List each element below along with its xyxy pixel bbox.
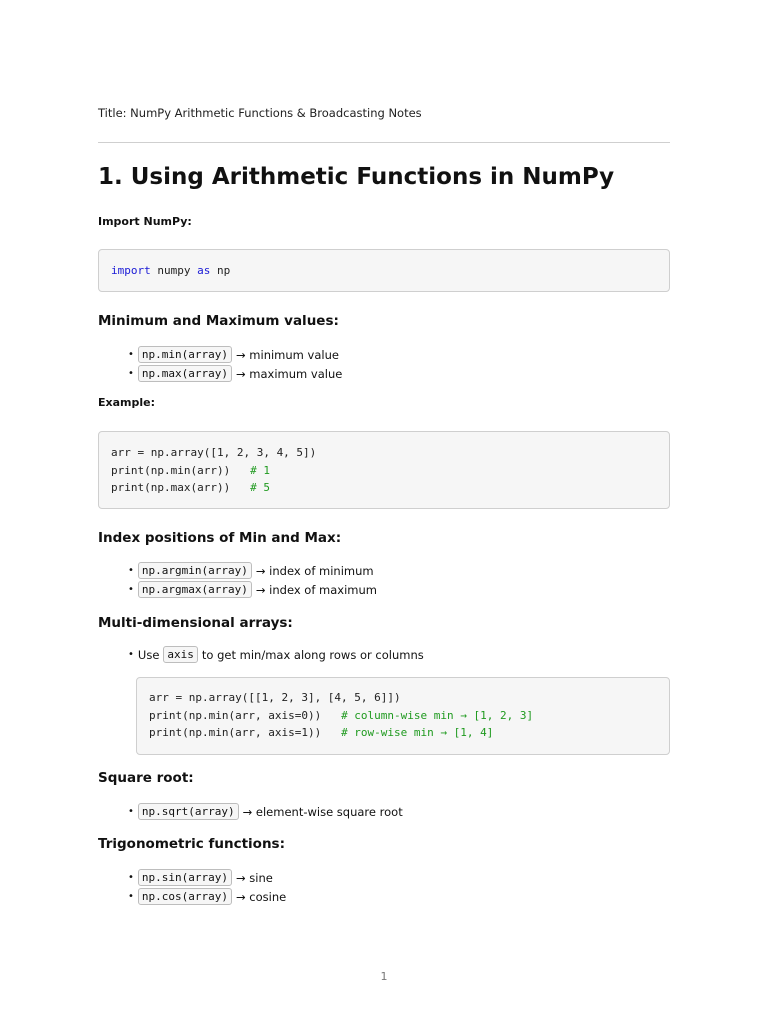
example-label: Example: (98, 396, 155, 409)
list-item (128, 364, 342, 383)
code-text: print(np.min(arr)) (111, 463, 251, 477)
code-text: print(np.min(arr, axis=0)) (149, 708, 342, 722)
item-description: to get min/max along rows or columns (201, 647, 424, 662)
multidim-list (128, 645, 424, 664)
inline-code: axis (163, 646, 198, 663)
sqrt-list (128, 802, 403, 821)
page-number: 1 (380, 970, 388, 983)
bullet-icon: • (128, 584, 134, 595)
bullet-icon: • (128, 872, 134, 883)
trig-heading: Trigonometric functions: (98, 836, 285, 852)
code-line (111, 479, 657, 497)
argminmax-list (128, 561, 377, 599)
multidim-heading: Multi-dimensional arrays: (98, 615, 293, 631)
code-line (149, 707, 657, 725)
inline-code: np.sqrt(array) (138, 803, 239, 820)
list-item (128, 345, 342, 364)
inline-code: np.argmin(array) (138, 562, 252, 579)
item-description: → sine (236, 870, 273, 885)
code-line (149, 689, 657, 707)
item-description: → index of maximum (255, 582, 377, 597)
code-keyword: as (197, 264, 211, 277)
inline-code: np.sin(array) (138, 869, 232, 886)
code-text: arr = np.array([1, 2, 3, 4, 5]) (111, 446, 317, 459)
sqrt-heading: Square root: (98, 770, 194, 786)
code-line (111, 462, 657, 480)
import-label: Import NumPy: (98, 215, 192, 228)
minmax-heading: Minimum and Maximum values: (98, 313, 339, 329)
list-item (128, 868, 286, 887)
bullet-icon: • (128, 565, 134, 576)
bullet-icon: • (128, 649, 134, 660)
code-text: np (210, 264, 231, 277)
code-text: arr = np.array([[1, 2, 3], [4, 5, 6]]) (149, 691, 401, 704)
code-line (149, 724, 657, 742)
list-item (128, 802, 403, 821)
bullet-icon: • (128, 368, 134, 379)
code-comment: # column-wise min → [1, 2, 3] (341, 708, 534, 722)
list-item (128, 561, 377, 580)
multidim-code-block (136, 677, 670, 755)
inline-code: np.argmax(array) (138, 581, 252, 598)
code-comment: # row-wise min → [1, 4] (341, 726, 494, 739)
bullet-icon: • (128, 806, 134, 817)
list-item (128, 580, 377, 599)
code-line (111, 444, 657, 462)
import-code-block (98, 249, 670, 292)
code-line (111, 262, 657, 280)
item-description: → cosine (236, 889, 287, 904)
bullet-icon: • (128, 349, 134, 360)
item-description: → index of minimum (255, 563, 374, 578)
title-divider (98, 142, 670, 143)
inline-code: np.min(array) (138, 346, 232, 363)
document-title: Title: NumPy Arithmetic Functions & Broadcasting Notes (98, 106, 422, 120)
code-text: print(np.min(arr, axis=1)) (149, 726, 342, 739)
trig-list (128, 868, 286, 906)
list-item (128, 887, 286, 906)
minmax-list (128, 345, 342, 383)
code-comment: # 5 (250, 481, 270, 494)
inline-code: np.max(array) (138, 365, 232, 382)
code-keyword: import (111, 264, 151, 277)
inline-code: np.cos(array) (138, 888, 232, 905)
bullet-icon: • (128, 891, 134, 902)
item-description: → minimum value (236, 347, 339, 362)
item-description: → element-wise square root (242, 804, 403, 819)
argminmax-heading: Index positions of Min and Max: (98, 530, 342, 546)
code-comment: # 1 (250, 463, 270, 477)
code-text: numpy (150, 264, 198, 277)
item-prefix: Use (137, 647, 160, 662)
item-description: → maximum value (236, 366, 343, 381)
list-item (128, 645, 424, 664)
code-text: print(np.max(arr)) (111, 481, 251, 494)
example-code-block (98, 431, 670, 509)
section-heading: 1. Using Arithmetic Functions in NumPy (98, 164, 615, 190)
